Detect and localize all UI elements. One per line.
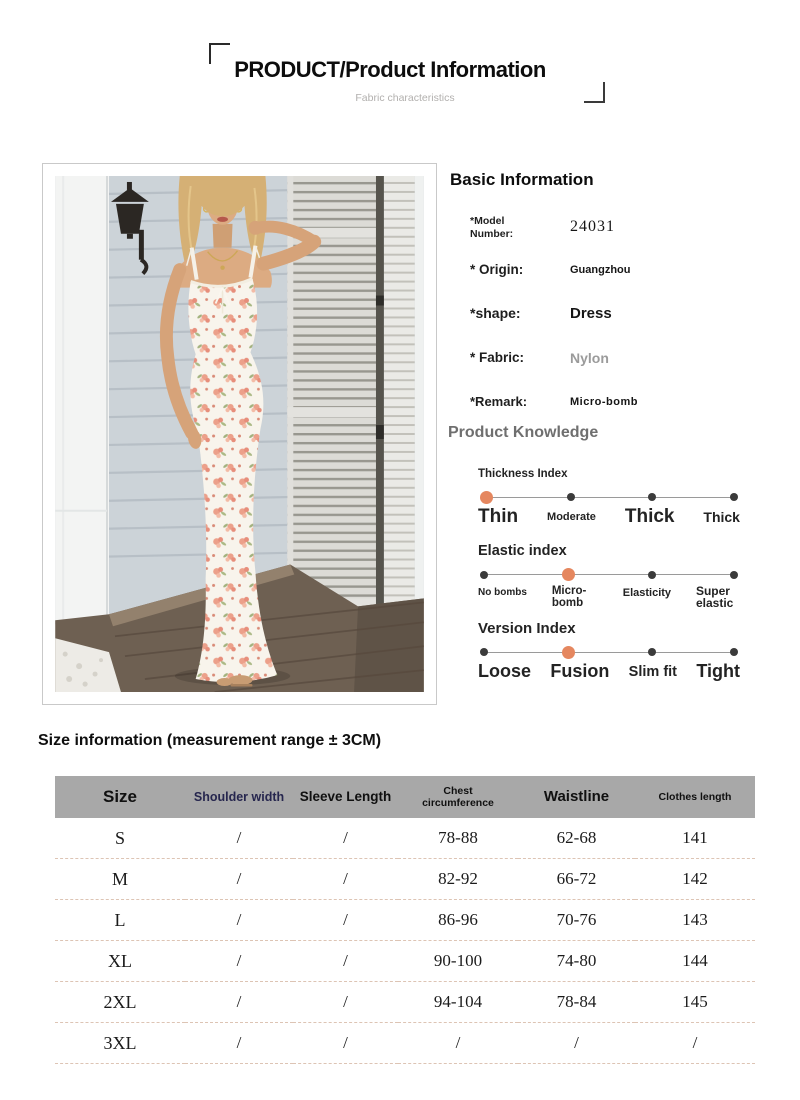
scale-option: Tight [696, 661, 740, 682]
scale-dot [648, 493, 656, 501]
size-cell: 70-76 [518, 900, 635, 941]
info-row-fabric [470, 350, 780, 367]
scale-option: Thick [703, 509, 740, 525]
scale-option: Elasticity [622, 586, 672, 599]
scale-dot [730, 648, 738, 656]
info-row-model [470, 215, 780, 241]
size-cell: 74-80 [518, 941, 635, 982]
size-cell: / [518, 1023, 635, 1064]
product-photo-illustration [55, 176, 424, 692]
page-title: PRODUCT/Product Information [234, 57, 546, 82]
model-number-value: 24031 [570, 218, 615, 235]
size-cell: / [293, 1023, 398, 1064]
size-cell: 142 [635, 859, 755, 900]
size-cell: 78-88 [398, 818, 518, 859]
size-cell: / [185, 982, 293, 1023]
size-section-title: Size information (measurement range ± 3CM) [38, 732, 382, 749]
size-cell: / [293, 818, 398, 859]
scale-option: Thick [624, 506, 675, 527]
thickness-index-label: Thickness Index [478, 468, 568, 480]
corner-bracket-bottom-right-icon [584, 82, 605, 103]
size-cell: 2XL [55, 982, 185, 1023]
size-cell: XL [55, 941, 185, 982]
size-cell: 86-96 [398, 900, 518, 941]
product-knowledge-scales [478, 468, 740, 697]
size-cell: 78-84 [518, 982, 635, 1023]
fabric-value: Nylon [570, 350, 609, 366]
scale-dot [562, 646, 575, 659]
size-col-header: Size [102, 787, 138, 807]
size-cell: L [55, 900, 185, 941]
scale-dot [648, 571, 656, 579]
scale-option: Fusion [550, 661, 610, 682]
size-cell: 143 [635, 900, 755, 941]
size-cell: / [635, 1023, 755, 1064]
scale-dot [480, 571, 488, 579]
product-knowledge-title: Product Knowledge [448, 424, 599, 441]
size-cell: / [398, 1023, 518, 1064]
info-row-shape [470, 305, 780, 323]
table-row [55, 900, 755, 941]
scale-track [478, 490, 740, 504]
size-cell: 94-104 [398, 982, 518, 1023]
scale-dot [730, 493, 738, 501]
shoulder-width-col-header: Shoulder width [193, 789, 285, 804]
table-row [55, 818, 755, 859]
basic-info-title: Basic Information [450, 170, 594, 189]
scale-option: Thin [478, 506, 519, 527]
size-cell: 62-68 [518, 818, 635, 859]
scale-dot [480, 491, 493, 504]
info-row-remark [470, 394, 780, 410]
origin-label: * Origin: [470, 262, 524, 277]
clothes-length-col-header: Clothes length [658, 790, 732, 803]
model-number-label: *Model Number: [470, 215, 514, 241]
scale-dot [480, 648, 488, 656]
table-row [55, 982, 755, 1023]
size-cell: / [293, 859, 398, 900]
thickness-index-scale [478, 468, 740, 528]
scale-option: Super elastic [695, 583, 734, 611]
product-photo [42, 163, 437, 705]
table-row [55, 859, 755, 900]
scale-option: Moderate [547, 511, 596, 523]
scale-track [478, 645, 740, 659]
size-cell: 82-92 [398, 859, 518, 900]
scale-option: Micro-bomb [551, 584, 587, 609]
scale-dot [567, 493, 575, 501]
size-table [55, 776, 755, 1064]
info-row-origin [470, 262, 780, 279]
scale-option: No bombs [478, 586, 527, 598]
scale-option: Slim fit [628, 664, 678, 681]
page-subtitle: Fabric characteristics [355, 92, 455, 104]
scale-option: Loose [478, 661, 532, 682]
elastic-index-label: Elastic index [478, 542, 567, 559]
porch-post [55, 176, 109, 622]
size-cell: / [185, 941, 293, 982]
size-cell: S [55, 818, 185, 859]
scale-track [478, 568, 740, 582]
size-cell: 3XL [55, 1023, 185, 1064]
size-cell: M [55, 859, 185, 900]
chest-circumference-col-header: Chest circumference [422, 784, 494, 809]
scale-dot [730, 571, 738, 579]
origin-value: Guangzhou [570, 264, 631, 276]
elastic-index-scale [478, 543, 740, 611]
remark-label: *Remark: [470, 394, 528, 409]
size-cell: / [293, 941, 398, 982]
shape-value: Dress [570, 305, 612, 322]
scale-dot [648, 648, 656, 656]
size-cell: / [185, 900, 293, 941]
table-row [55, 941, 755, 982]
size-cell: / [185, 859, 293, 900]
sleeve-length-col-header: Sleeve Length [299, 789, 392, 805]
scale-dot [562, 568, 575, 581]
version-index-label: Version Index [478, 620, 576, 638]
size-cell: / [185, 818, 293, 859]
size-cell: 141 [635, 818, 755, 859]
size-cell: 144 [635, 941, 755, 982]
size-cell: 90-100 [398, 941, 518, 982]
shape-label: *shape: [470, 305, 521, 321]
size-cell: / [293, 900, 398, 941]
size-cell: 66-72 [518, 859, 635, 900]
size-table-header-row [55, 776, 755, 818]
size-cell: / [185, 1023, 293, 1064]
waistline-col-header: Waistline [543, 788, 610, 806]
table-row [55, 1023, 755, 1064]
size-cell: / [293, 982, 398, 1023]
fabric-label: * Fabric: [470, 350, 525, 365]
remark-value: Micro-bomb [570, 396, 638, 408]
version-index-scale [478, 620, 740, 681]
size-cell: 145 [635, 982, 755, 1023]
